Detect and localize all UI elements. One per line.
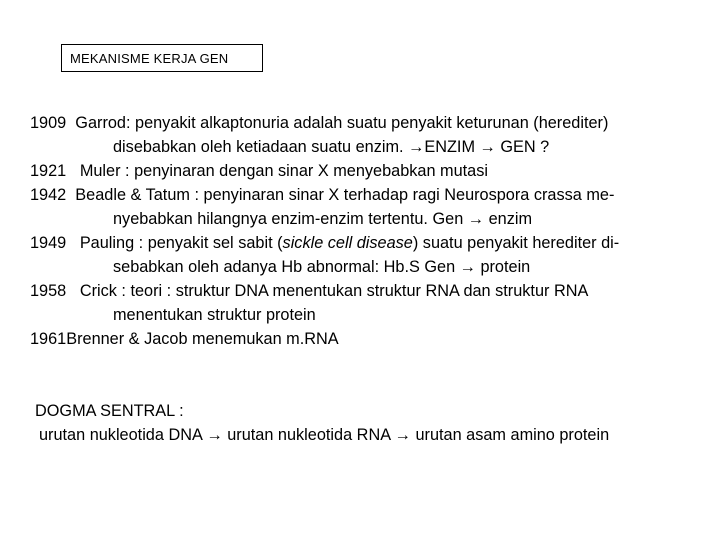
history-entry-1921 xyxy=(30,159,488,183)
history-entry-1961 xyxy=(30,327,339,351)
entry-text-pre: Pauling : penyakit sel sabit ( xyxy=(79,234,283,252)
entry-text: Brenner & Jacob menemukan m.RNA xyxy=(66,330,339,348)
entry-text-post: ) suatu penyakit herediter di- xyxy=(412,234,620,252)
year-label: 1958 xyxy=(30,282,67,300)
entry-text: Muler : penyinaran dengan sinar X menyebabkan mutasi xyxy=(79,162,488,180)
entry-text-italic: sickle cell disease xyxy=(282,234,413,252)
history-entry-1958 xyxy=(30,279,588,303)
year-label: 1921 xyxy=(30,162,67,180)
history-entry-continuation: sebabkan oleh adanya Hb abnormal: Hb.S Gen → protein xyxy=(113,258,531,276)
dogma-title: DOGMA SENTRAL : xyxy=(35,402,184,420)
history-entry-continuation: disebabkan oleh ketiadaan suatu enzim. →ENZIM → GEN ? xyxy=(113,138,550,156)
history-entry-continuation: menentukan struktur protein xyxy=(113,306,316,324)
page-title: MEKANISME KERJA GEN xyxy=(61,44,263,72)
history-entry-continuation: nyebabkan hilangnya enzim-enzim tertentu. Gen → enzim xyxy=(113,210,533,228)
year-label: 1909 xyxy=(30,114,67,132)
entry-text: Crick : teori : struktur DNA menentukan struktur RNA dan struktur RNA xyxy=(79,282,589,300)
entry-text: Garrod: penyakit alkaptonuria adalah suatu penyakit keturunan (herediter) xyxy=(75,114,609,132)
dogma-body: urutan nukleotida DNA → urutan nukleotida RNA → urutan asam amino protein xyxy=(39,426,610,444)
history-entry-1942 xyxy=(30,183,614,207)
entry-text: Beadle & Tatum : penyinaran sinar X terhadap ragi Neurospora crassa me- xyxy=(75,186,615,204)
year-label: 1961 xyxy=(30,330,67,348)
history-entry-1949 xyxy=(30,231,619,255)
year-label: 1942 xyxy=(30,186,67,204)
year-label: 1949 xyxy=(30,234,67,252)
history-entry-1909 xyxy=(30,111,608,135)
